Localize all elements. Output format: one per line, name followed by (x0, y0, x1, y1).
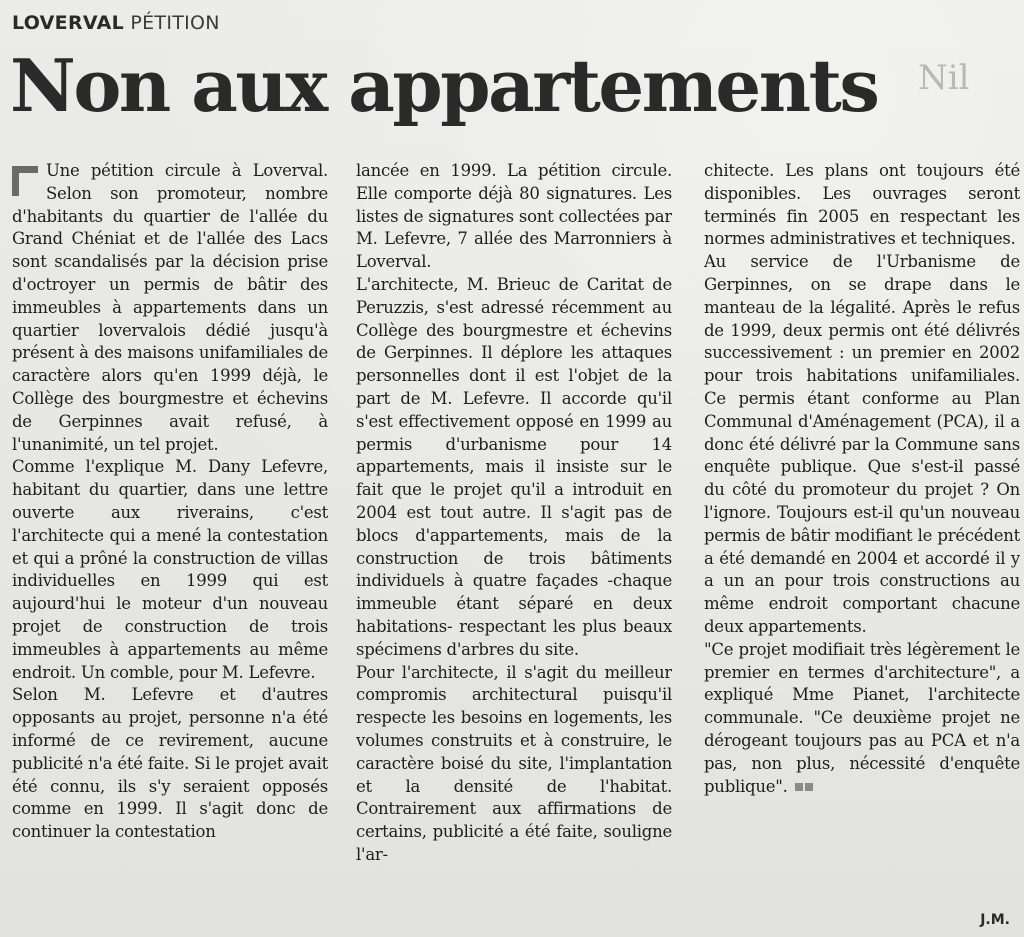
headline: Non aux appartements (10, 43, 878, 128)
paragraph (12, 160, 328, 456)
paragraph: lancée en 1999. La pétition circule. Elle comporte déjà 80 signatures. Les listes de signatures sont collectées par M. Lefevre, 7 allée des Marronniers à Loverval. (356, 161, 672, 272)
lead-marker-icon (12, 166, 36, 198)
paragraph: L'architecte, M. Brieuc de Caritat de Peruzzis, s'est adressé récemment au Collège des bourgmestre et échevins de Gerpinnes. Il déplore les attaques personnelles dont il est l'objet de la part de M. Lefevre. Il accorde qu'il s'est effectivement opposé en 1999 au permis d'urbanisme pour 14 appartements, mais il insiste sur le fait que le projet qu'il a introduit en 2004 est tout autre. Il s'agit pas de blocs d'appartements, mais de la construction de trois bâtiments individuels à quatre façades -chaque immeuble étant séparé en deux habitations- respectant les plus beaux spécimens d'arbres du site. (356, 274, 672, 659)
column-1 (12, 160, 328, 932)
paragraph (704, 639, 1020, 799)
paragraph: Selon M. Lefevre et d'autres opposants au projet, personne n'a été informé de ce revirement, aucune publicité n'a été faite. Si le projet avait été connu, ils s'y seraient opposés comme en 1999. Il s'agit donc de continuer la contestation (12, 685, 328, 842)
bleed-through-text: Nil (918, 58, 970, 98)
end-marker-icon (805, 783, 813, 791)
column-2 (356, 160, 672, 932)
paragraph: Au service de l'Urbanisme de Gerpinnes, on se drape dans le manteau de la légalité. Après le refus de 1999, deux permis ont été délivrés successivement : un premier en 2002 pour trois habitations unifamiliales. Ce permis étant conforme au Plan Communal d'Aménagement (PCA), il a donc été délivré par la Commune sans enquête publique. Que s'est-il passé du côté du promoteur du projet ? On l'ignore. Toujours est-il qu'un nouveau permis de bâtir modifiant le précédent a été demandé en 2004 et accordé il y a un an pour trois constructions au même endroit comportant chacune deux appartements. (704, 252, 1020, 636)
kicker (12, 12, 220, 34)
paragraph: chitecte. Les plans ont toujours été disponibles. Les ouvrages seront terminés fin 2005 en respectant les normes administratives et techniques. (704, 161, 1020, 249)
paragraph: Comme l'explique M. Dany Lefevre, habitant du quartier, dans une lettre ouverte aux riverains, c'est l'architecte qui a mené la contestation et qui a prôné la construction de villas individuelles en 1999 qui est aujourd'hui le moteur d'un nouveau projet de construction de trois immeubles à appartements au même endroit. Un comble, pour M. Lefevre. (12, 457, 328, 682)
paragraph: Pour l'architecte, il s'agit du meilleur compromis architectural puisqu'il respecte les besoins en logements, les volumes construits et à construire, le caractère boisé du site, l'implantation et la densité de l'habitat. Contrairement aux affirmations de certains, publicité a été faite, souligne l'ar- (356, 662, 672, 864)
column-3 (704, 160, 1020, 932)
paragraph-text: "Ce projet modifiait très légèrement le premier en termes d'architecture", a expliqué Mme Pianet, l'architecte communale. "Ce deuxième projet ne dérogeant toujours pas au PCA et n'a pas, non plus, nécessité d'enquête publique". (704, 639, 1020, 796)
author-signature: J.M. (980, 912, 1010, 928)
article-body (12, 160, 1020, 932)
kicker-section: PÉTITION (130, 12, 220, 34)
kicker-place: LOVERVAL (12, 12, 125, 34)
end-marker-icon (795, 783, 803, 791)
paragraph-text: Une pétition circule à Loverval. Selon son promoteur, nombre d'habitants du quartier de l'allée du Grand Chéniat et de l'allée des Lacs sont scandalisés par la décision prise d'octroyer un permis de bâtir des immeubles à appartements dans un quartier lovervalois dédié jusqu'à présent à des maisons unifamiliales de caractère alors qu'en 1999 déjà, le Collège des bourgmestre et échevins de Gerpinnes avait refusé, à l'unanimité, un tel projet. (12, 161, 328, 454)
